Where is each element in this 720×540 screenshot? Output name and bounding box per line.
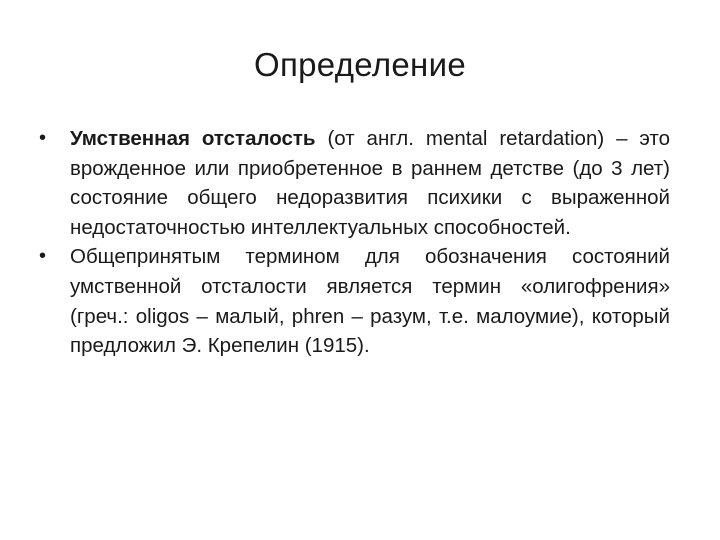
bullet-term: Умственная отсталость (70, 127, 316, 150)
bullet-item-terminology (36, 242, 670, 360)
slide-title: Определение (254, 46, 466, 83)
bullet-list (36, 124, 670, 361)
bullet-text: Общепринятым термином для обозначения состояний умственной отсталости является термин «олигофрения» (греч.: oligos – малый, phren – разум, т.е. малоумие), который предложил Э. Крепелин (1915). (70, 245, 670, 358)
bullet-marker-icon: • (39, 245, 47, 268)
bullet-text: (от англ. mental retardation) – это врожденное или приобретенное в раннем детстве (до 3 лет) состояние общего недоразвития психики с выраженной недостаточностью интеллектуальных способностей. (70, 127, 670, 239)
bullet-marker-icon: • (39, 127, 47, 149)
bullet-item-definition (36, 124, 670, 242)
